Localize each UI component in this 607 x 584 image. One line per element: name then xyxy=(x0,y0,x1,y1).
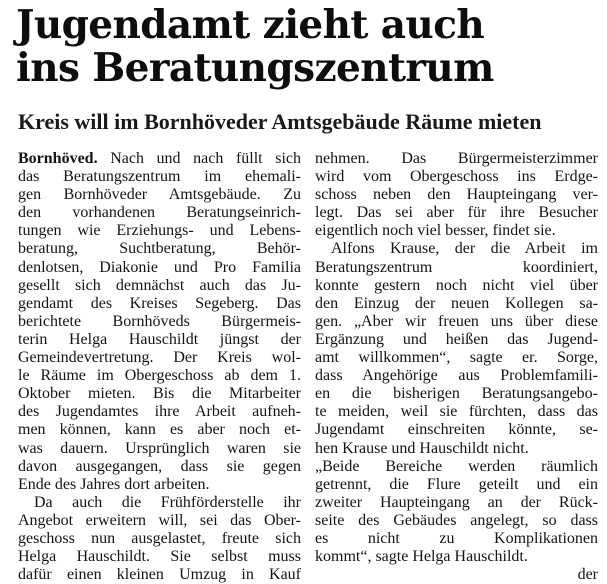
text-line: „Beide Bereiche werden räumlich xyxy=(315,457,598,475)
text-line: Jugendamt einschreiten könnte, se- xyxy=(315,421,598,439)
text-line: es nicht zu Komplikationen xyxy=(315,529,598,547)
text-line: gen Bornhöveder Amtsgebäude. Zu xyxy=(18,186,301,204)
text-line: Alfons Krause, der die Arbeit im xyxy=(331,240,598,258)
headline-line-2: ins Beratungszentrum xyxy=(16,45,494,91)
text-line: Ergänzung und heißen das Jugend- xyxy=(315,330,598,348)
text-line: Ende des Jahres dort arbeiten. xyxy=(18,475,210,493)
text-line: terin Helga Hauschildt jüngst der xyxy=(18,330,301,348)
text-line: was dauern. Ursprünglich waren sie xyxy=(18,439,301,457)
text-line: kommt“, sagte Helga Hauschildt. xyxy=(315,548,528,566)
text-line: den Einzug der neuen Kollegen sa- xyxy=(315,294,598,312)
text-line: le Räume im Obergeschoss ab dem 1. xyxy=(18,367,301,385)
text-line: getrennt, die Flure geteilt und ein xyxy=(315,475,598,493)
text-line: zweiter Haupteingang an der Rück- xyxy=(315,493,598,511)
text-line: legt. Das sei aber für ihre Besucher xyxy=(315,204,598,222)
text-line xyxy=(18,150,301,168)
text-line: amt willkommen“, sagte er. Sorge, xyxy=(315,349,598,367)
text-line: berichtete Bornhöveds Bürgermeis- xyxy=(18,312,301,330)
text-line: denlotsen, Diakonie und Pro Familia xyxy=(18,258,301,276)
text-line: wird vom Obergeschoss ins Erdge- xyxy=(315,168,598,186)
text-line: dafür einen kleinen Umzug in Kauf xyxy=(18,566,301,584)
dateline: Bornhöved. xyxy=(18,150,98,167)
text-line: nehmen. Das Bürgermeisterzimmer xyxy=(315,150,598,167)
text-line: hen Krause und Hauschildt nicht. xyxy=(315,439,529,457)
text-line: das Beratungszentrum im ehemali- xyxy=(18,168,301,186)
text-line: seite des Gebäudes angelegt, so dass xyxy=(315,511,598,529)
text-line: Helga Hauschildt. Sie selbst muss xyxy=(18,548,301,566)
text-line: eigentlich noch viel besser, findet sie. xyxy=(315,222,556,240)
text-line: Angebot erweitern will, sei das Ober- xyxy=(18,511,301,529)
text-line: dass Angehörige aus Problemfamili- xyxy=(315,367,598,385)
text-line: tungen wie Erziehungs- und Lebens- xyxy=(18,222,301,240)
text-line: Beratungszentrum koordiniert, xyxy=(315,258,598,276)
text-line: gendamt des Kreises Segeberg. Das xyxy=(18,294,301,312)
text-line: konnte gestern noch nicht viel über xyxy=(315,276,598,294)
text-line: geschoss nun ausgelastet, freute sich xyxy=(18,529,301,547)
text-line: gesellt sich demnächst auch das Ju- xyxy=(18,276,301,294)
text-line: te meiden, weil sie fürchten, dass das xyxy=(315,403,598,421)
text-line: en die bisherigen Beratungsangebo- xyxy=(315,385,598,403)
text-line: der xyxy=(577,566,598,584)
article-headline xyxy=(16,4,601,90)
article-column-right xyxy=(315,150,598,584)
article-column-left xyxy=(18,150,301,584)
text-line: Da auch die Frühförderstelle ihr xyxy=(34,493,301,511)
text-line: schoss neben den Haupteingang ver- xyxy=(315,186,598,204)
headline-line-1: Jugendamt zieht auch xyxy=(16,2,485,48)
text-line: den vorhandenen Beratungseinrich- xyxy=(18,204,301,222)
text-line: davon ausgegangen, dass sie gegen xyxy=(18,457,301,475)
article-subheadline: Kreis will im Bornhöveder Amtsgebäude Räume mieten xyxy=(18,109,542,134)
text-line-content: Nach und nach füllt sich xyxy=(110,150,301,167)
text-line: Oktober mieten. Bis die Mitarbeiter xyxy=(18,385,301,403)
text-line: men können, kann es aber noch et- xyxy=(18,421,301,439)
text-line: beratung, Suchtberatung, Behör- xyxy=(18,240,301,258)
text-line: gen. „Aber wir freuen uns über diese xyxy=(315,312,598,330)
text-line: des Jugendamtes ihre Arbeit aufneh- xyxy=(18,403,301,421)
text-line: Gemeindevertretung. Der Kreis wol- xyxy=(18,349,301,367)
